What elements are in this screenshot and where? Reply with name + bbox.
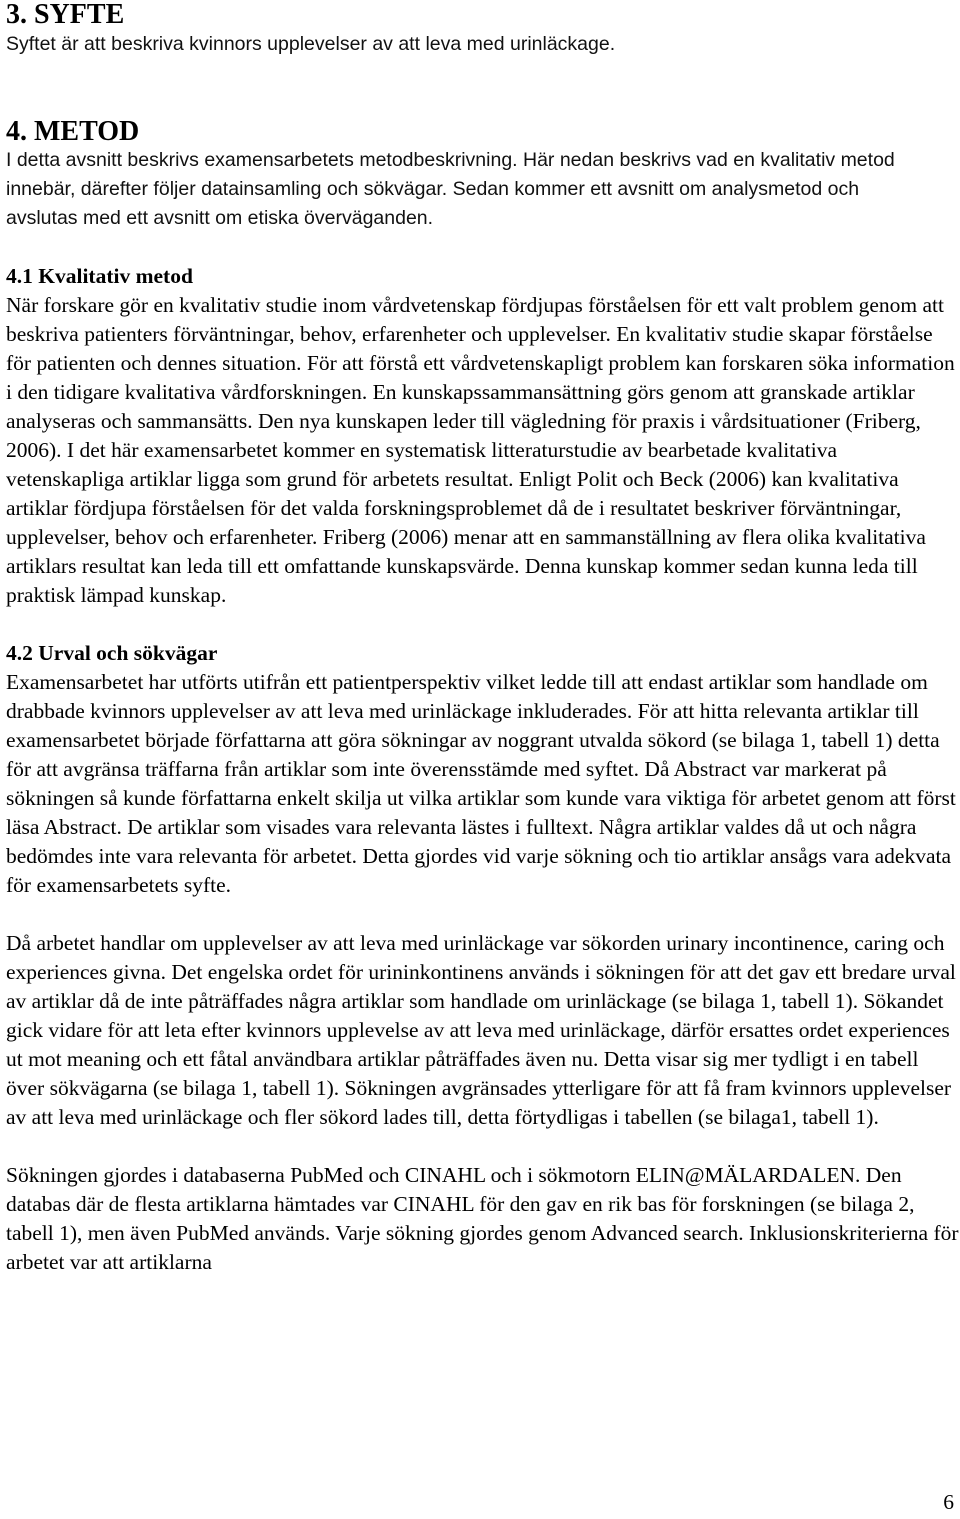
section-heading-metod: 4. METOD	[6, 116, 140, 147]
kvalitativ-paragraph: När forskare gör en kvalitativ studie inom vårdvetenskap fördjupas förståelsen för ett valt problem genom att beskriva patienters förväntningar, behov, erfarenheter och upplevelser. En kvalitativ studie skapar förståelse för patienten och dennes situation. För att förstå ett vårdvetenskapligt problem kan forskaren söka information i den tidigare kvalitativa vårdforskningen. En kunskapssammansättning görs genom att granskade artiklar analyseras och sammansätts. Den nya kunskapen leder till vägledning för praxis i vårdsituationer (Friberg, 2006). I det här examensarbetet kommer en systematisk litteraturstudie av bearbetade kvalitativa vetenskapliga artiklar ligga som grund för arbetets resultat. Enligt Polit och Beck (2006) kan kvalitativa artiklar fördjupa förståelsen för det valda forskningsproblemet då de i resultatet beskriver förväntningar, upplevelser, behov och erfarenheter. Friberg (2006) menar att en sammanställning av flera olika kvalitativa artiklars resultat kan leda till ett omfattande kunskapsvärde. Denna kunskap kommer sedan kunna leda till praktisk lämpad kunskap.	[6, 293, 955, 607]
urval-paragraph-1: Examensarbetet har utförts utifrån ett patientperspektiv vilket ledde till att endast artiklar som handlade om drabbade kvinnors upplevelser av att leva med urinläckage inkluderades. För att hitta relevanta artiklar till examensarbetet började författarna att göra sökningar av noggrant utvalda sökord (se bilaga 1, tabell 1) detta för att avgränsa träffarna från artiklar som inte överensstämde med syftet. Då Abstract var markerat på sökningen så kunde författarna enkelt skilja ut vilka artiklar som kunde vara viktiga för arbetet genom att först läsa Abstract. De artiklar som visades vara relevanta lästes i fulltext. Några artiklar valdes då ut och några bedömdes inte vara relevanta för arbetet. Detta gjordes vid varje sökning och tio artiklar ansågs vara adekvata för examensarbetets syfte.	[6, 670, 956, 897]
section-heading-syfte: 3. SYFTE	[6, 0, 125, 30]
urval-paragraph-3: Sökningen gjordes i databaserna PubMed och CINAHL och i sökmotorn ELIN@MÄLARDALEN. Den databas där de flesta artiklarna hämtades var CINAHL för den gav en rik bas för forskningen (se bilaga 2, tabell 1), men även PubMed används. Varje sökning gjordes genom Advanced search. Inklusionskriterierna för arbetet var att artiklarna	[6, 1163, 959, 1274]
page-number: 6	[943, 1490, 954, 1514]
urval-paragraph-2: Då arbetet handlar om upplevelser av att leva med urinläckage var sökorden urinary incontinence, caring och experiences givna. Det engelska ordet för urininkontinens används i sökningen för att det gav ett bredare urval av artiklar då de inte påträffades några artiklar som handlade om urinläckage (se bilaga 1, tabell 1). Sökandet gick vidare för att leta efter kvinnors upplevelse av att leva med urinläckage, därför ersattes ordet experiences ut mot meaning och ett fåtal användbara artiklar påträffades även nu. Detta visar sig mer tydligt i en tabell över sökvägarna (se bilaga 1, tabell 1). Sökningen avgränsades ytterligare för att få fram kvinnors upplevelser av att leva med urinläckage och fler sökord lades till, detta förtydligas i tabellen (se bilaga1, tabell 1).	[6, 931, 956, 1129]
subsection-heading-urval: 4.2 Urval och sökvägar	[6, 641, 218, 665]
metod-paragraph: I detta avsnitt beskrivs examensarbetets metodbeskrivning. Här nedan beskrivs vad en kvalitativ metod innebär, därefter följer datainsamling och sökvägar. Sedan kommer ett avsnitt om analysmetod och avslutas med ett avsnitt om etiska överväganden.	[6, 149, 895, 229]
document-page	[6, 0, 960, 1277]
subsection-heading-kvalitativ-metod: 4.1 Kvalitativ metod	[6, 264, 193, 288]
syfte-paragraph: Syftet är att beskriva kvinnors upplevelser av att leva med urinläckage.	[6, 33, 616, 55]
